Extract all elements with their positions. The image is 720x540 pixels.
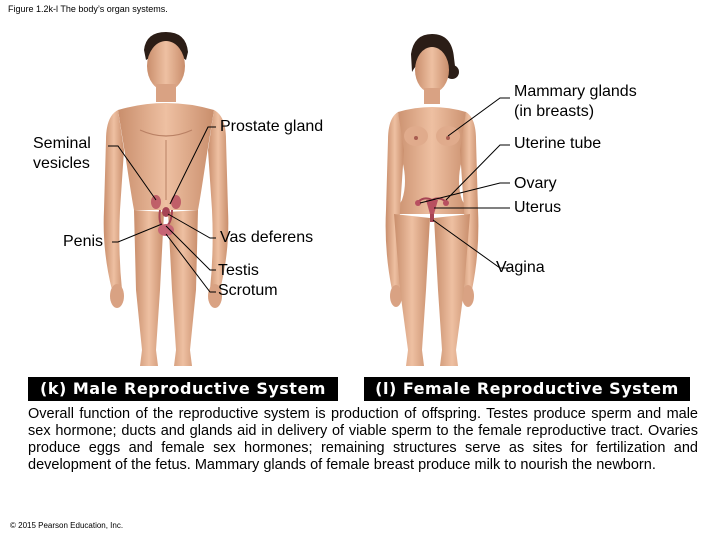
label-penis: Penis <box>63 233 104 250</box>
label-prostate-gland: Prostate gland <box>220 118 324 135</box>
label-vagina: Vagina <box>496 259 545 276</box>
male-panel-title: (k) Male Reproductive System <box>28 377 338 401</box>
label-uterine-tube: Uterine tube <box>514 135 602 152</box>
copyright-notice: © 2015 Pearson Education, Inc. <box>10 521 124 530</box>
summary-text: Overall function of the reproductive system is production of offspring. Testes produce sperm and male sex hormone; ducts and glands aid in delivery of viable sperm to the female reproductive tract. Ovaries produce eggs and female sex hormones; remaining structures serve as sites for fertilization and development of the fetus. Mammary glands of female breast produce milk to nourish the newborn. <box>28 406 698 473</box>
label-mammary-glands: Mammary glands (in breasts) <box>514 83 637 120</box>
label-uterus: Uterus <box>514 199 562 216</box>
female-panel-title: (l) Female Reproductive System <box>364 377 690 401</box>
label-testis-scrotum: Testis Scrotum <box>218 262 278 299</box>
label-ovary: Ovary <box>514 175 557 192</box>
figure-caption: Figure 1.2k-l The body’s organ systems. <box>8 4 168 14</box>
label-vas-deferens: Vas deferens <box>220 229 314 246</box>
label-seminal-vesicles: Seminal vesicles <box>33 135 91 172</box>
male-body-illustration <box>104 32 229 366</box>
